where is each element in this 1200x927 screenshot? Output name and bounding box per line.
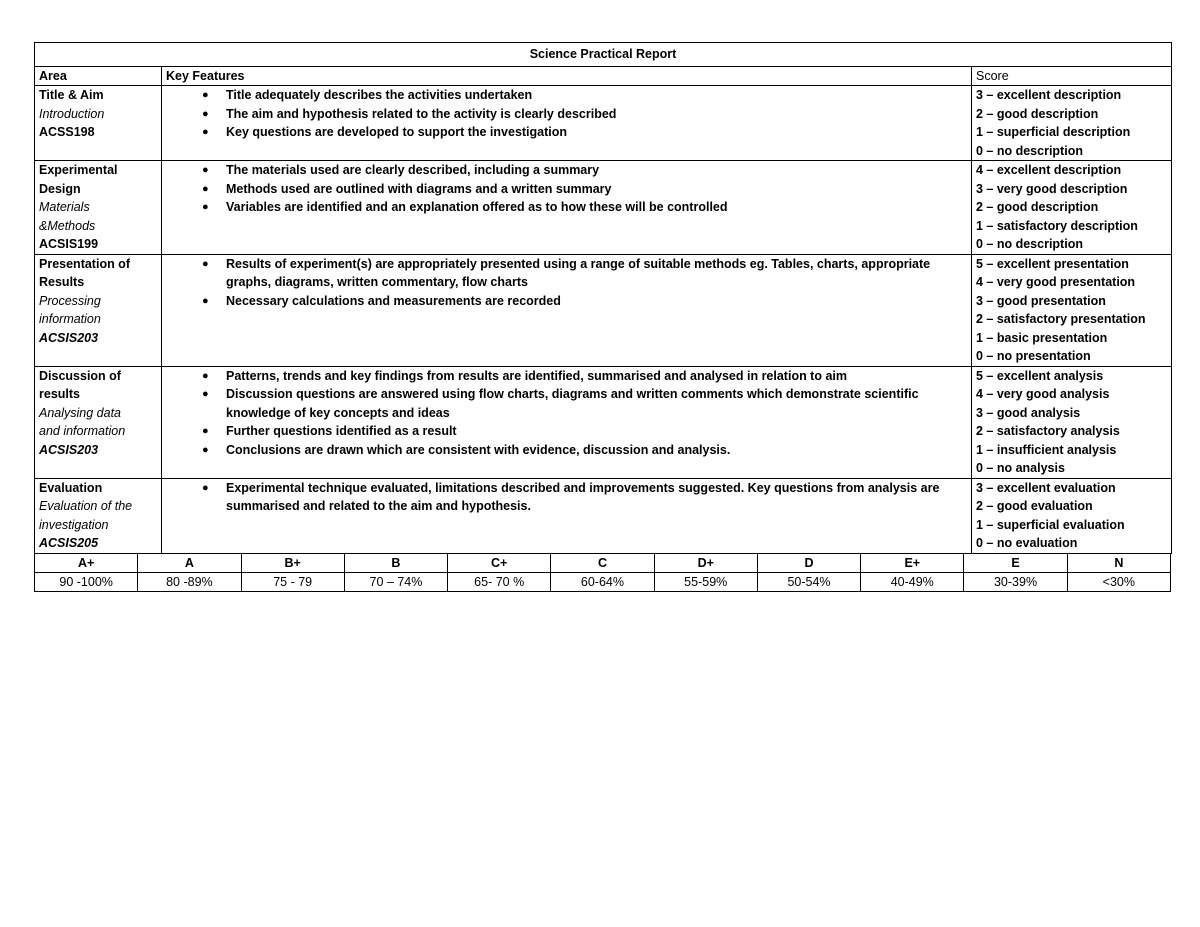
feature-item [202,161,967,180]
bullet-icon: ● [202,481,209,494]
bullet-icon: ● [202,257,209,270]
feature-text: Methods used are outlined with diagrams and a written summary [226,181,612,196]
area-line: Design [39,181,81,196]
area-line: investigation [39,517,109,532]
grade-letter: C+ [448,553,551,572]
area-line: Materials [39,200,90,214]
score-line: 2 – good description [976,200,1099,214]
grade-letter: B+ [241,553,344,572]
score-cell [972,86,1172,161]
feature-text: The aim and hypothesis related to the activity is clearly described [226,106,617,121]
grade-table [34,553,1171,592]
score-line: 2 – good description [976,106,1099,121]
grade-letter: E+ [861,553,964,572]
bullet-icon: ● [202,388,209,400]
grade-letter: D+ [654,553,757,572]
feature-item [202,86,967,105]
report-rubric [34,42,1171,592]
feature-text: Necessary calculations and measurements are recorded [226,293,561,308]
grade-percent: 30-39% [964,572,1067,591]
key-features-list [166,86,967,142]
report-title: Science Practical Report [35,43,1172,67]
key-features-list [166,161,967,217]
bullet-icon: ● [202,107,209,120]
feature-item [202,441,967,460]
area-line: Results [39,275,85,289]
area-line: and information [39,424,126,438]
header-key-features: Key Features [162,66,972,86]
feature-item [202,105,967,124]
feature-text: Further questions identified as a result [226,424,457,438]
score-line: 1 – basic presentation [976,330,1108,345]
area-line: Title & Aim [39,88,104,102]
grade-percent: 55-59% [654,572,757,591]
feature-item [202,123,967,142]
key-features-cell [162,86,972,161]
score-line: 1 – superficial evaluation [976,517,1125,532]
feature-item [202,479,967,516]
rubric-row [35,366,1172,478]
score-line: 2 – satisfactory presentation [976,312,1146,326]
area-line: ACSIS203 [39,330,99,345]
feature-text: Key questions are developed to support the investigation [226,125,568,139]
score-line: 0 – no analysis [976,461,1065,475]
score-line: 4 – excellent description [976,163,1122,177]
bullet-icon: ● [202,164,209,176]
bullet-icon: ● [202,89,209,101]
rubric-row [35,86,1172,161]
feature-text: Variables are identified and an explanation offered as to how these will be controlled [226,200,728,214]
grade-percent: <30% [1067,572,1170,591]
feature-text: Conclusions are drawn which are consistent with evidence, discussion and analysis. [226,442,731,457]
feature-item [202,255,967,292]
grade-percent: 50-54% [757,572,860,591]
grade-percent: 40-49% [861,572,964,591]
score-cell [972,254,1172,366]
area-line: Presentation of [39,256,130,271]
grade-letter: E [964,553,1067,572]
score-line: 5 – excellent analysis [976,368,1104,383]
feature-item [202,198,967,217]
grade-letter: A [138,553,241,572]
rubric-table [34,42,1172,554]
key-features-cell [162,366,972,478]
area-line: results [39,387,80,401]
rubric-row [35,478,1172,553]
grade-percent: 75 - 79 [241,572,344,591]
area-cell [35,478,162,553]
area-line: Evaluation of the [39,499,133,513]
area-line: Introduction [39,106,105,121]
score-cell [972,161,1172,255]
grade-letters-row [35,553,1171,572]
bullet-icon: ● [202,201,209,213]
score-line: 0 – no presentation [976,349,1091,363]
grade-percent-row [35,572,1171,591]
score-line: 5 – excellent presentation [976,256,1129,271]
bullet-icon: ● [202,369,209,382]
area-cell [35,86,162,161]
bullet-icon: ● [202,126,209,138]
area-line: ACSIS203 [39,442,99,457]
grade-letter: A+ [35,553,138,572]
feature-item [202,180,967,199]
score-line: 4 – very good analysis [976,387,1110,401]
grade-letter: B [344,553,447,572]
feature-item [202,367,967,386]
feature-item [202,292,967,311]
score-line: 3 – excellent description [976,88,1122,102]
grade-percent: 70 – 74% [344,572,447,591]
rubric-row [35,254,1172,366]
score-line: 0 – no evaluation [976,536,1078,550]
key-features-list [166,367,967,460]
score-line: 2 – satisfactory analysis [976,424,1120,438]
key-features-cell [162,478,972,553]
area-line: Discussion of [39,368,121,383]
area-cell [35,254,162,366]
area-line: ACSS198 [39,125,95,139]
feature-text: Discussion questions are answered using flow charts, diagrams and written comments which demonstrate scientific knowledge of key concepts and ideas [226,387,919,420]
score-line: 0 – no description [976,143,1083,158]
feature-text: Results of experiment(s) are appropriately presented using a range of suitable methods eg. Tables, charts, appropriate graphs, diagrams, written commentary, flow charts [226,256,931,289]
key-features-list [166,255,967,311]
score-line: 3 – good presentation [976,293,1106,308]
area-line: ACSIS205 [39,536,99,550]
grade-letter: C [551,553,654,572]
feature-text: Patterns, trends and key findings from results are identified, summarised and analysed in relation to aim [226,368,847,383]
grade-letter: D [757,553,860,572]
grade-percent: 65- 70 % [448,572,551,591]
score-line: 4 – very good presentation [976,275,1136,289]
score-line: 2 – good evaluation [976,499,1093,513]
area-line: Analysing data [39,405,122,420]
score-line: 0 – no description [976,237,1083,251]
area-line: Processing [39,293,101,308]
score-line: 3 – good analysis [976,405,1081,420]
feature-item [202,385,967,422]
feature-text: The materials used are clearly described, including a summary [226,163,600,177]
grade-percent: 60-64% [551,572,654,591]
bullet-icon: ● [202,182,209,195]
area-cell [35,366,162,478]
feature-text: Title adequately describes the activities undertaken [226,88,533,102]
header-score: Score [972,66,1172,86]
bullet-icon: ● [202,443,209,456]
area-cell [35,161,162,255]
area-line: &Methods [39,218,96,233]
rubric-row [35,161,1172,255]
grade-percent: 80 -89% [138,572,241,591]
score-cell [972,478,1172,553]
score-line: 1 – insufficient analysis [976,442,1117,457]
key-features-cell [162,254,972,366]
score-line: 1 – satisfactory description [976,218,1138,233]
header-area: Area [35,66,162,86]
grade-letter: N [1067,553,1170,572]
key-features-list [166,479,967,516]
bullet-icon: ● [202,294,209,307]
area-line: ACSIS199 [39,237,99,251]
area-line: information [39,312,101,326]
grade-percent: 90 -100% [35,572,138,591]
area-line: Experimental [39,163,118,177]
score-line: 3 – very good description [976,181,1128,196]
feature-text: Experimental technique evaluated, limitations described and improvements suggested. Key questions from analysis are summarised and related to the aim and hypothesis. [226,480,940,513]
key-features-cell [162,161,972,255]
score-line: 1 – superficial description [976,125,1131,139]
score-cell [972,366,1172,478]
area-line: Evaluation [39,480,103,495]
bullet-icon: ● [202,425,209,437]
feature-item [202,422,967,441]
score-line: 3 – excellent evaluation [976,480,1116,495]
